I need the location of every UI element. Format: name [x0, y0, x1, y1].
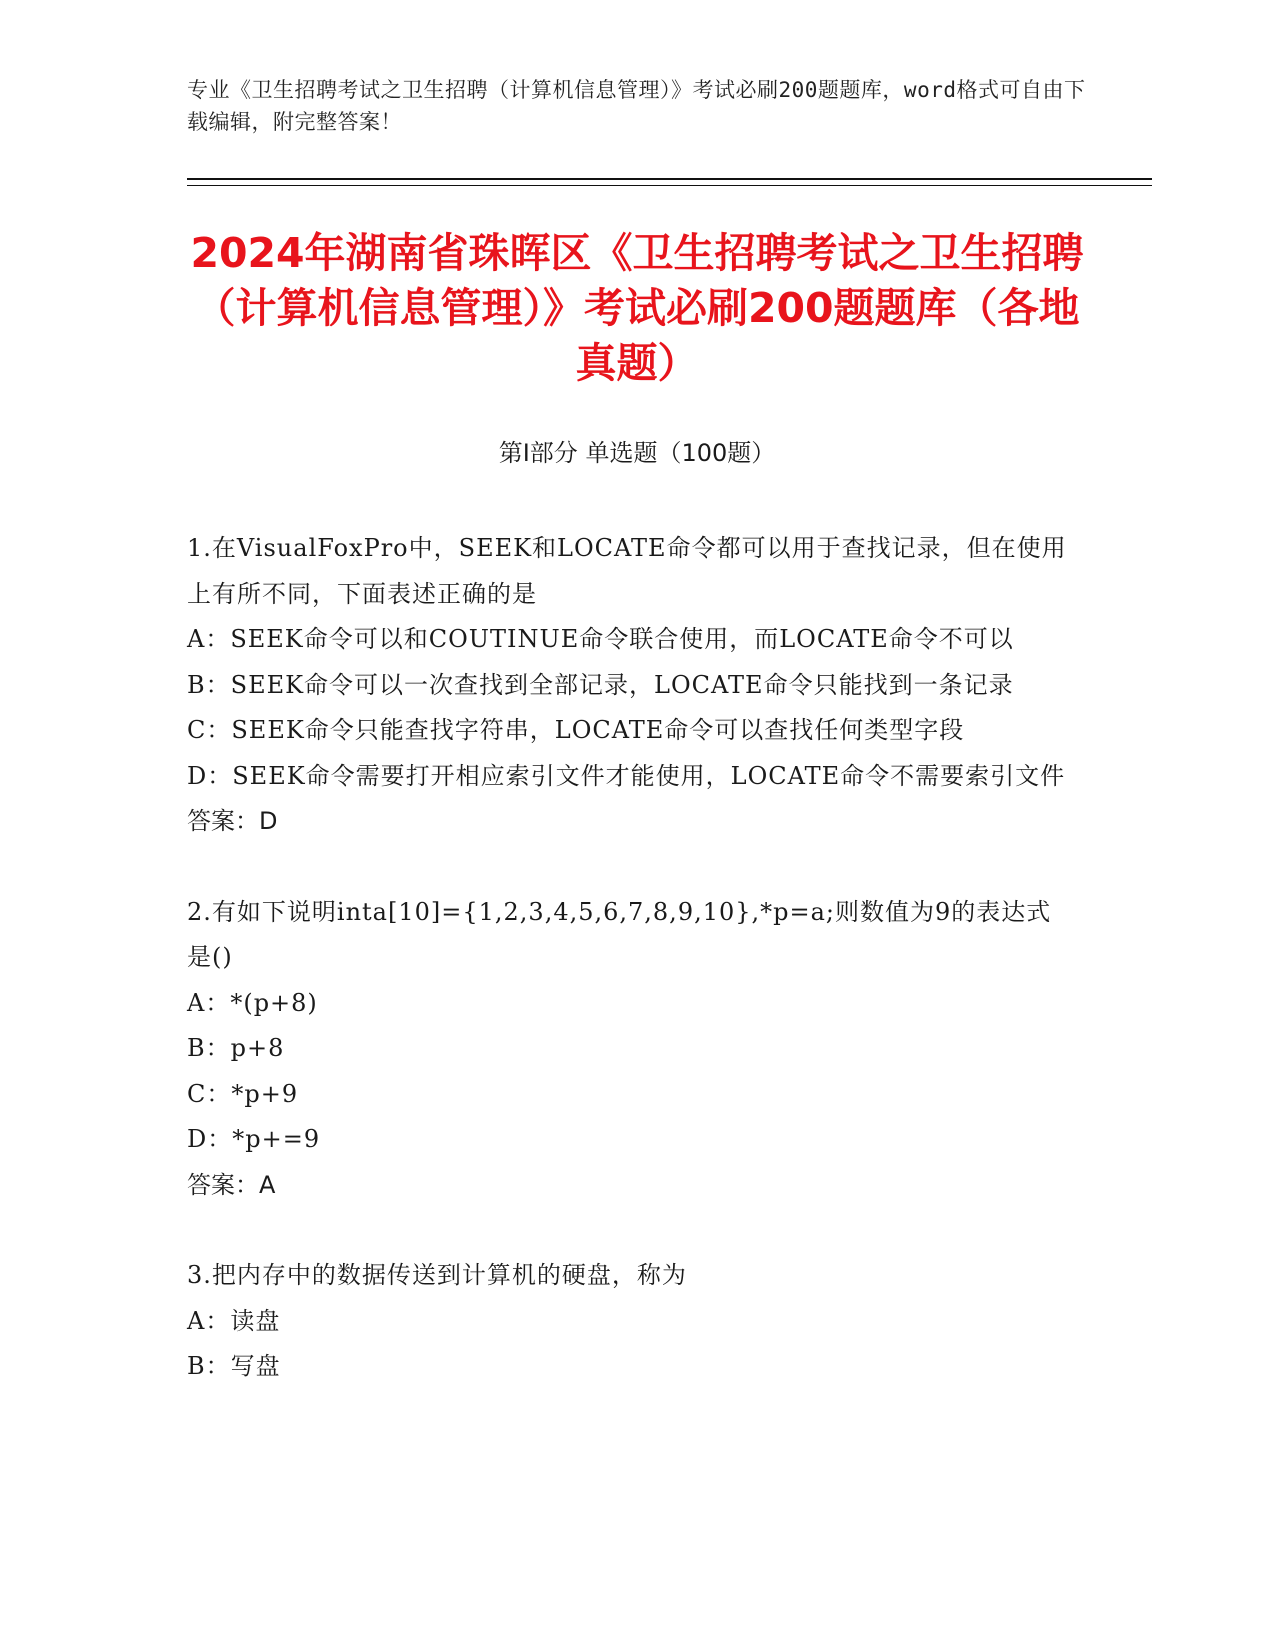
question-option: B：p+8	[187, 1034, 285, 1062]
question-item	[187, 890, 1067, 1209]
question-stem: 2.有如下说明inta[10]={1,2,3,4,5,6,7,8,9,10},*p=a;则数值为9的表达式是()	[187, 897, 1052, 971]
question-option: C：*p+9	[187, 1079, 299, 1108]
header-rule-thick	[187, 178, 1152, 180]
question-item	[187, 1253, 1067, 1390]
question-option: B：写盘	[187, 1352, 281, 1380]
question-option: A：SEEK命令可以和COUTINUE命令联合使用，而LOCATE命令不可以	[187, 625, 1014, 653]
question-option: A：*(p+8)	[187, 988, 318, 1017]
question-answer: 答案：A	[187, 1170, 276, 1199]
document-title: 2024年湖南省珠晖区《卫生招聘考试之卫生招聘（计算机信息管理）》考试必刷200题题库（各地真题）	[190, 229, 1084, 387]
section-heading: 第I部分 单选题（100题）	[498, 439, 776, 467]
question-stem: 3.把内存中的数据传送到计算机的硬盘，称为	[187, 1261, 687, 1289]
question-answer: 答案：D	[187, 807, 278, 835]
question-option: B：SEEK命令可以一次查找到全部记录，LOCATE命令只能找到一条记录	[187, 670, 1014, 699]
question-stem: 1.在VisualFoxPro中，SEEK和LOCATE命令都可以用于查找记录，但在使用上有所不同，下面表述正确的是	[187, 534, 1067, 608]
question-list	[187, 526, 1067, 1435]
question-option: D：SEEK命令需要打开相应索引文件才能使用，LOCATE命令不需要索引文件	[187, 761, 1066, 790]
header-note: 专业《卫生招聘考试之卫生招聘（计算机信息管理）》考试必刷200题题库，word格式可自由下载编辑，附完整答案！	[187, 78, 1086, 134]
question-option: C：SEEK命令只能查找字符串，LOCATE命令可以查找任何类型字段	[187, 716, 965, 744]
question-option: D：*p+=9	[187, 1125, 321, 1153]
question-option: A：读盘	[187, 1306, 281, 1335]
header-rule-thin	[187, 185, 1152, 186]
question-item	[187, 526, 1067, 845]
